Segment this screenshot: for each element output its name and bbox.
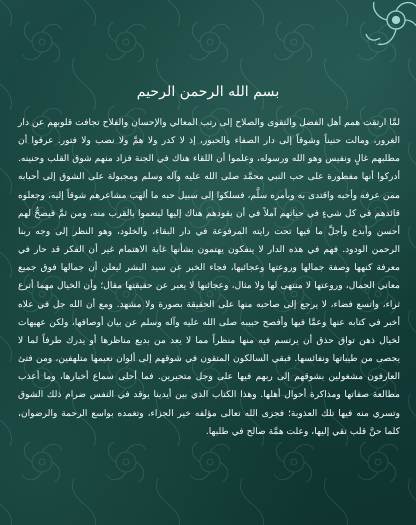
body-paragraph: لمَّا ارتقت همم أهل الفضل والتقوى والصلاح إلى رتب المعالي والإحسان والفلاح تجافت قلوبهم عن دار الغرور، ومالت حنيناً وشوقاً إلى دار الصفاء والحبور، إذ لا كدر ولا همَّ ولا نصب ولا فتور. عرفوا أن مطلبهم غالٍ ونفيس وهو الله ورسوله، وعلموا أن اللقاء هناك في الجنة فزاد منهم شوق القلب وحنينه. أدركوا أنها مفطورة على حب النبي محمَّد صلى الله عليه وآله وسلم ومجبولة على الشوق إلى أحبابه ممن عرفه وأحبه واقتدى به وبأمره سلَّم، فسلكوا إلى سبيل حبه ما ألهب مشاعرهم شوقاً إليه، وجعلوه قائدهم في كل شيءٍ في حياتهم آملاً في أن يقودهم هناك إليها لينعموا بالقرب منه، ومن ثمَّ فيصحُّ لهم أحسن وأبدع وأجلَّ ما فيها تحت رايته المرفوعة في دار البقاء، والخلود، وهو النظر إلى وجه ربنا الرحمن الودود. فهم في هذه الدار لا ينفكون يهتمون بشأنها غاية الاهتمام غير أن الفكر قد حار في معرفة كنهها وصفة جمالها وروعتها وعجائبها، فجاء الخبر عن سيد البشر ليعلن أن جمالها فوق جميع معاني الجمال، وروعتها لا منتهى لها ولا مثال، وعجائبها لا يعبر عن حقيقتها مقال؛ وأن الخيال مهما أترع ثراء، واتسع فضاء، لا يرجع إلى صاحبه منها على الحقيقة بصورة ولا مشهد. ومع أن الله جل في علاه أخبر في كتابه عنها وعمَّا فيها وأفصح حبيبه صلى الله عليه وآله وسلم عن بيان أوصافها، ولكن عهيهات لخيال ذهن تواق حذق أن يرتسم فيه منها منظراً مما لا يعد من بديع مناظرها أو يدرك طرفاً لما لا يحصى من طيباتها ونفائسها. فبقي السالكون المتقون في شوقهم إلى ألوان نعيمها متلهفين، ومن فتئ العارفون مشغولين بشوقهم إلى ربهم فيها على وجل متحيرين. فما أحلى سماع أخبارها، وما أعذب مطالعة صفاتها ومذاكرة أحوال أهلها. وهذا الكتاب الذي بين أيدينا يوقد في النفس ضرام ذلك الشوق وتسري منه فيها تلك العذوبة؛ فجزى الله تعالى مؤلفه خير الجزاء، وتغمده بواسع الرحمة والرضوان، كلما حنَّ قلب تقي إليها، وعلت همَّة صالح في طلبها. <box>18 118 400 437</box>
page-title: بسم الله الرحمن الرحيم <box>136 84 280 100</box>
corner-flower-ornament <box>350 0 416 66</box>
